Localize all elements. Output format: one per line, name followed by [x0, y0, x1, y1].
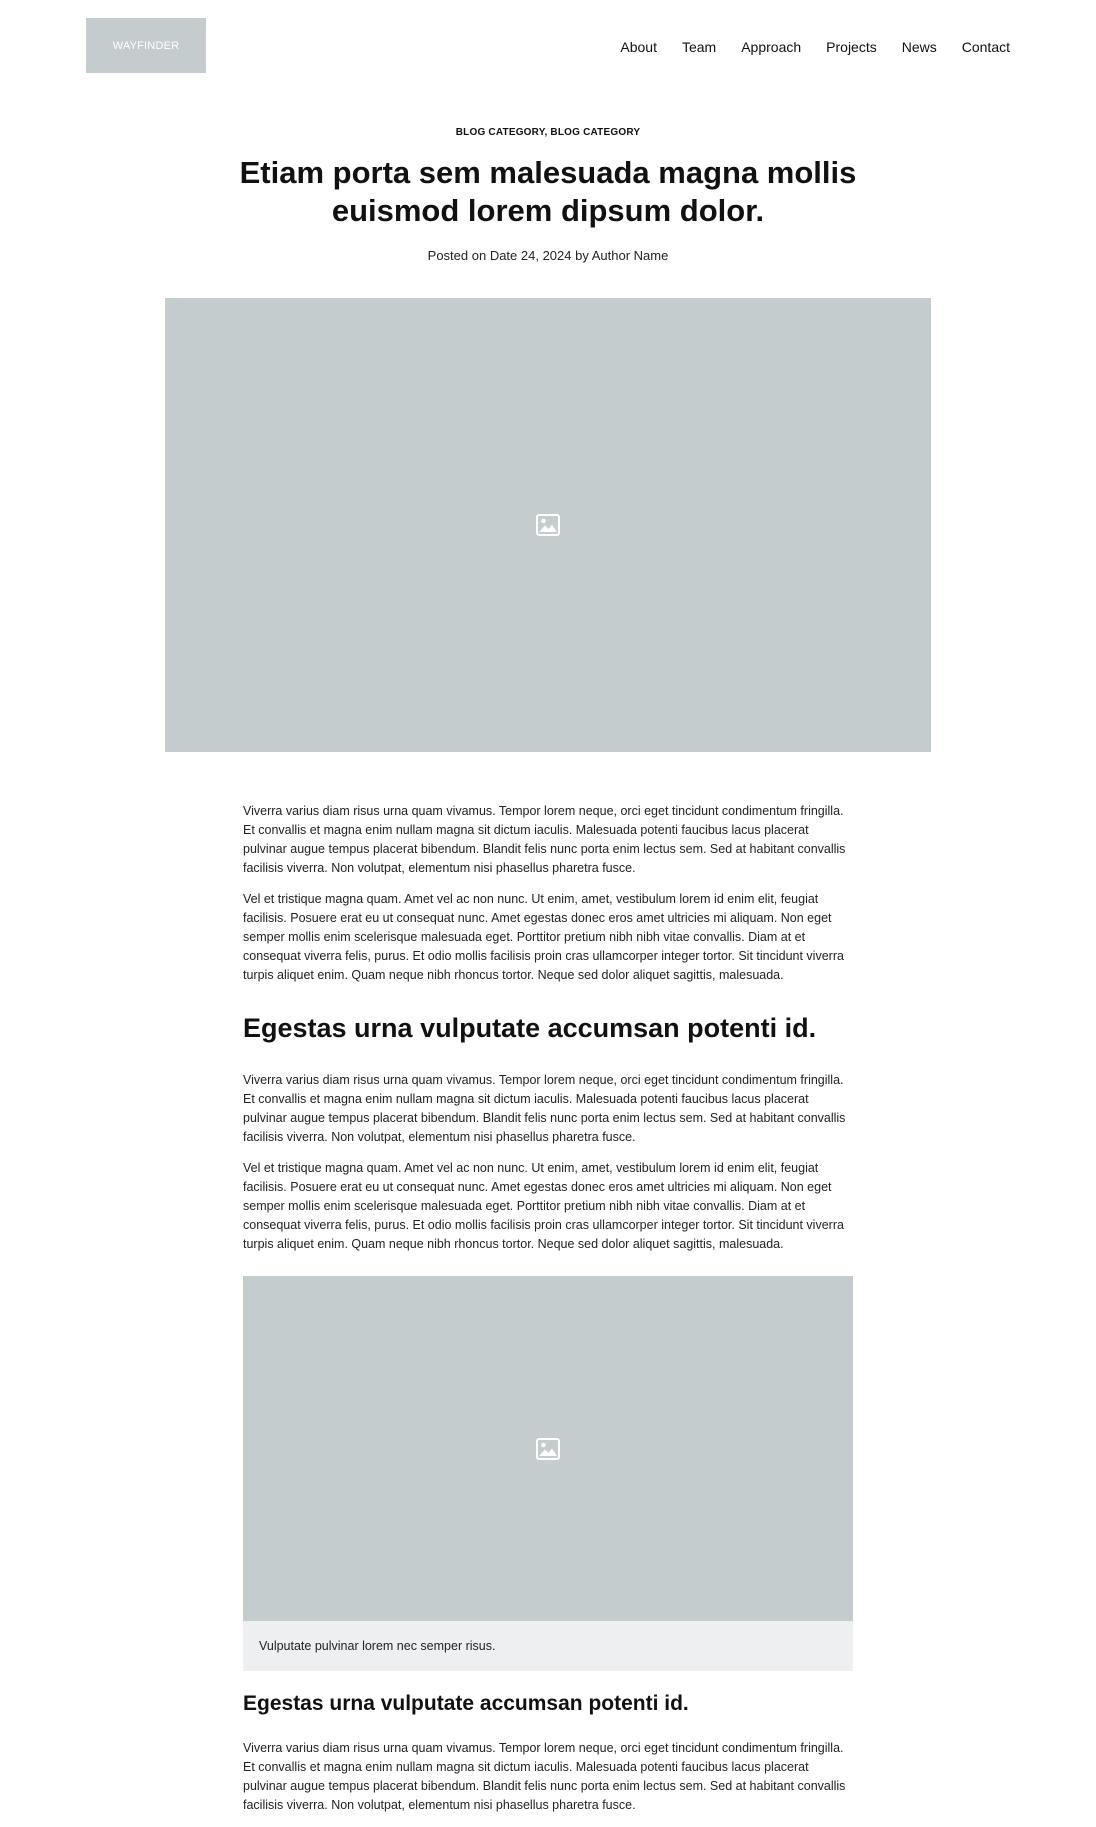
image-placeholder-icon [536, 1438, 560, 1460]
logo-text: WAYFINDER [112, 39, 180, 52]
post-categories[interactable]: BLOG CATEGORY, BLOG CATEGORY [455, 127, 641, 138]
nav-link-team[interactable]: Team [681, 39, 717, 55]
post-header [0, 126, 1096, 264]
nav-link-approach[interactable]: Approach [741, 39, 802, 55]
paragraph: Vel et tristique magna quam. Amet vel ac non nunc. Ut enim, amet, vestibulum lorem id enim elit, feugiat facilisis. Posuere erat eu ut consequat nunc. Amet egestas donec eros amet ultricies mi aliquam. Non eget semper mollis enim scelerisque malesuada eget. Porttitor pretium nibh nibh vitae convallis. Diam at et consequat viverra felis, purus. Et odio mollis facilisis proin cras ullamcorper integer tortor. Sit tincidunt viverra turpis aliquet enim. Quam neque nibh rhoncus tortor. Neque sed dolor aliquet sagittis, malesuada. [243, 892, 844, 982]
nav-link-news[interactable]: News [901, 39, 937, 55]
section-heading: Egestas urna vulputate accumsan potenti id. [243, 1013, 817, 1043]
figure-caption: Vulputate pulvinar lorem nec semper risus. [243, 1621, 853, 1671]
logo[interactable] [86, 18, 206, 73]
nav-link-projects[interactable]: Projects [826, 39, 877, 55]
article-figure [243, 1276, 853, 1671]
paragraph: Viverra varius diam risus urna quam vivamus. Tempor lorem neque, orci eget tincidunt condimentum fringilla. Et convallis et magna enim nullam magna sit dictum iaculis. Malesuada potenti faucibus lacus placerat pulvinar augue tempus placerat bibendum. Blandit felis nunc porta enim lectus sem. Sed at habitant convallis facilisis viverra. Non volutpat, elementum nisi phasellus pharetra fusce. [243, 1073, 846, 1144]
post-meta: Posted on Date 24, 2024 by Author Name [427, 248, 669, 263]
site-header [0, 0, 1096, 92]
figure-image [243, 1276, 853, 1621]
nav-link-about[interactable]: About [620, 39, 657, 55]
paragraph: Vel et tristique magna quam. Amet vel ac non nunc. Ut enim, amet, vestibulum lorem id enim elit, feugiat facilisis. Posuere erat eu ut consequat nunc. Amet egestas donec eros amet ultricies mi aliquam. Non eget semper mollis enim scelerisque malesuada eget. Porttitor pretium nibh nibh vitae convallis. Diam at et consequat viverra felis, purus. Et odio mollis facilisis proin cras ullamcorper integer tortor. Sit tincidunt viverra turpis aliquet enim. Quam neque nibh rhoncus tortor. Neque sed dolor aliquet sagittis, malesuada. [243, 1161, 844, 1251]
main-nav [620, 39, 1010, 55]
article-body [243, 802, 853, 1827]
subsection-heading: Egestas urna vulputate accumsan potenti id. [243, 1692, 689, 1715]
paragraph: Viverra varius diam risus urna quam vivamus. Tempor lorem neque, orci eget tincidunt condimentum fringilla. Et convallis et magna enim nullam magna sit dictum iaculis. Malesuada potenti faucibus lacus placerat pulvinar augue tempus placerat bibendum. Blandit felis nunc porta enim lectus sem. Sed at habitant convallis facilisis viverra. Non volutpat, elementum nisi phasellus pharetra fusce. [243, 804, 846, 875]
post-title: Etiam porta sem malesuada magna mollis euismod lorem dipsum dolor. [239, 155, 857, 228]
paragraph: Viverra varius diam risus urna quam vivamus. Tempor lorem neque, orci eget tincidunt condimentum fringilla. Et convallis et magna enim nullam magna sit dictum iaculis. Malesuada potenti faucibus lacus placerat pulvinar augue tempus placerat bibendum. Blandit felis nunc porta enim lectus sem. Sed at habitant convallis facilisis viverra. Non volutpat, elementum nisi phasellus pharetra fusce. [243, 1741, 846, 1812]
nav-link-contact[interactable]: Contact [961, 39, 1010, 55]
hero-image [165, 298, 931, 752]
image-placeholder-icon [536, 514, 560, 536]
